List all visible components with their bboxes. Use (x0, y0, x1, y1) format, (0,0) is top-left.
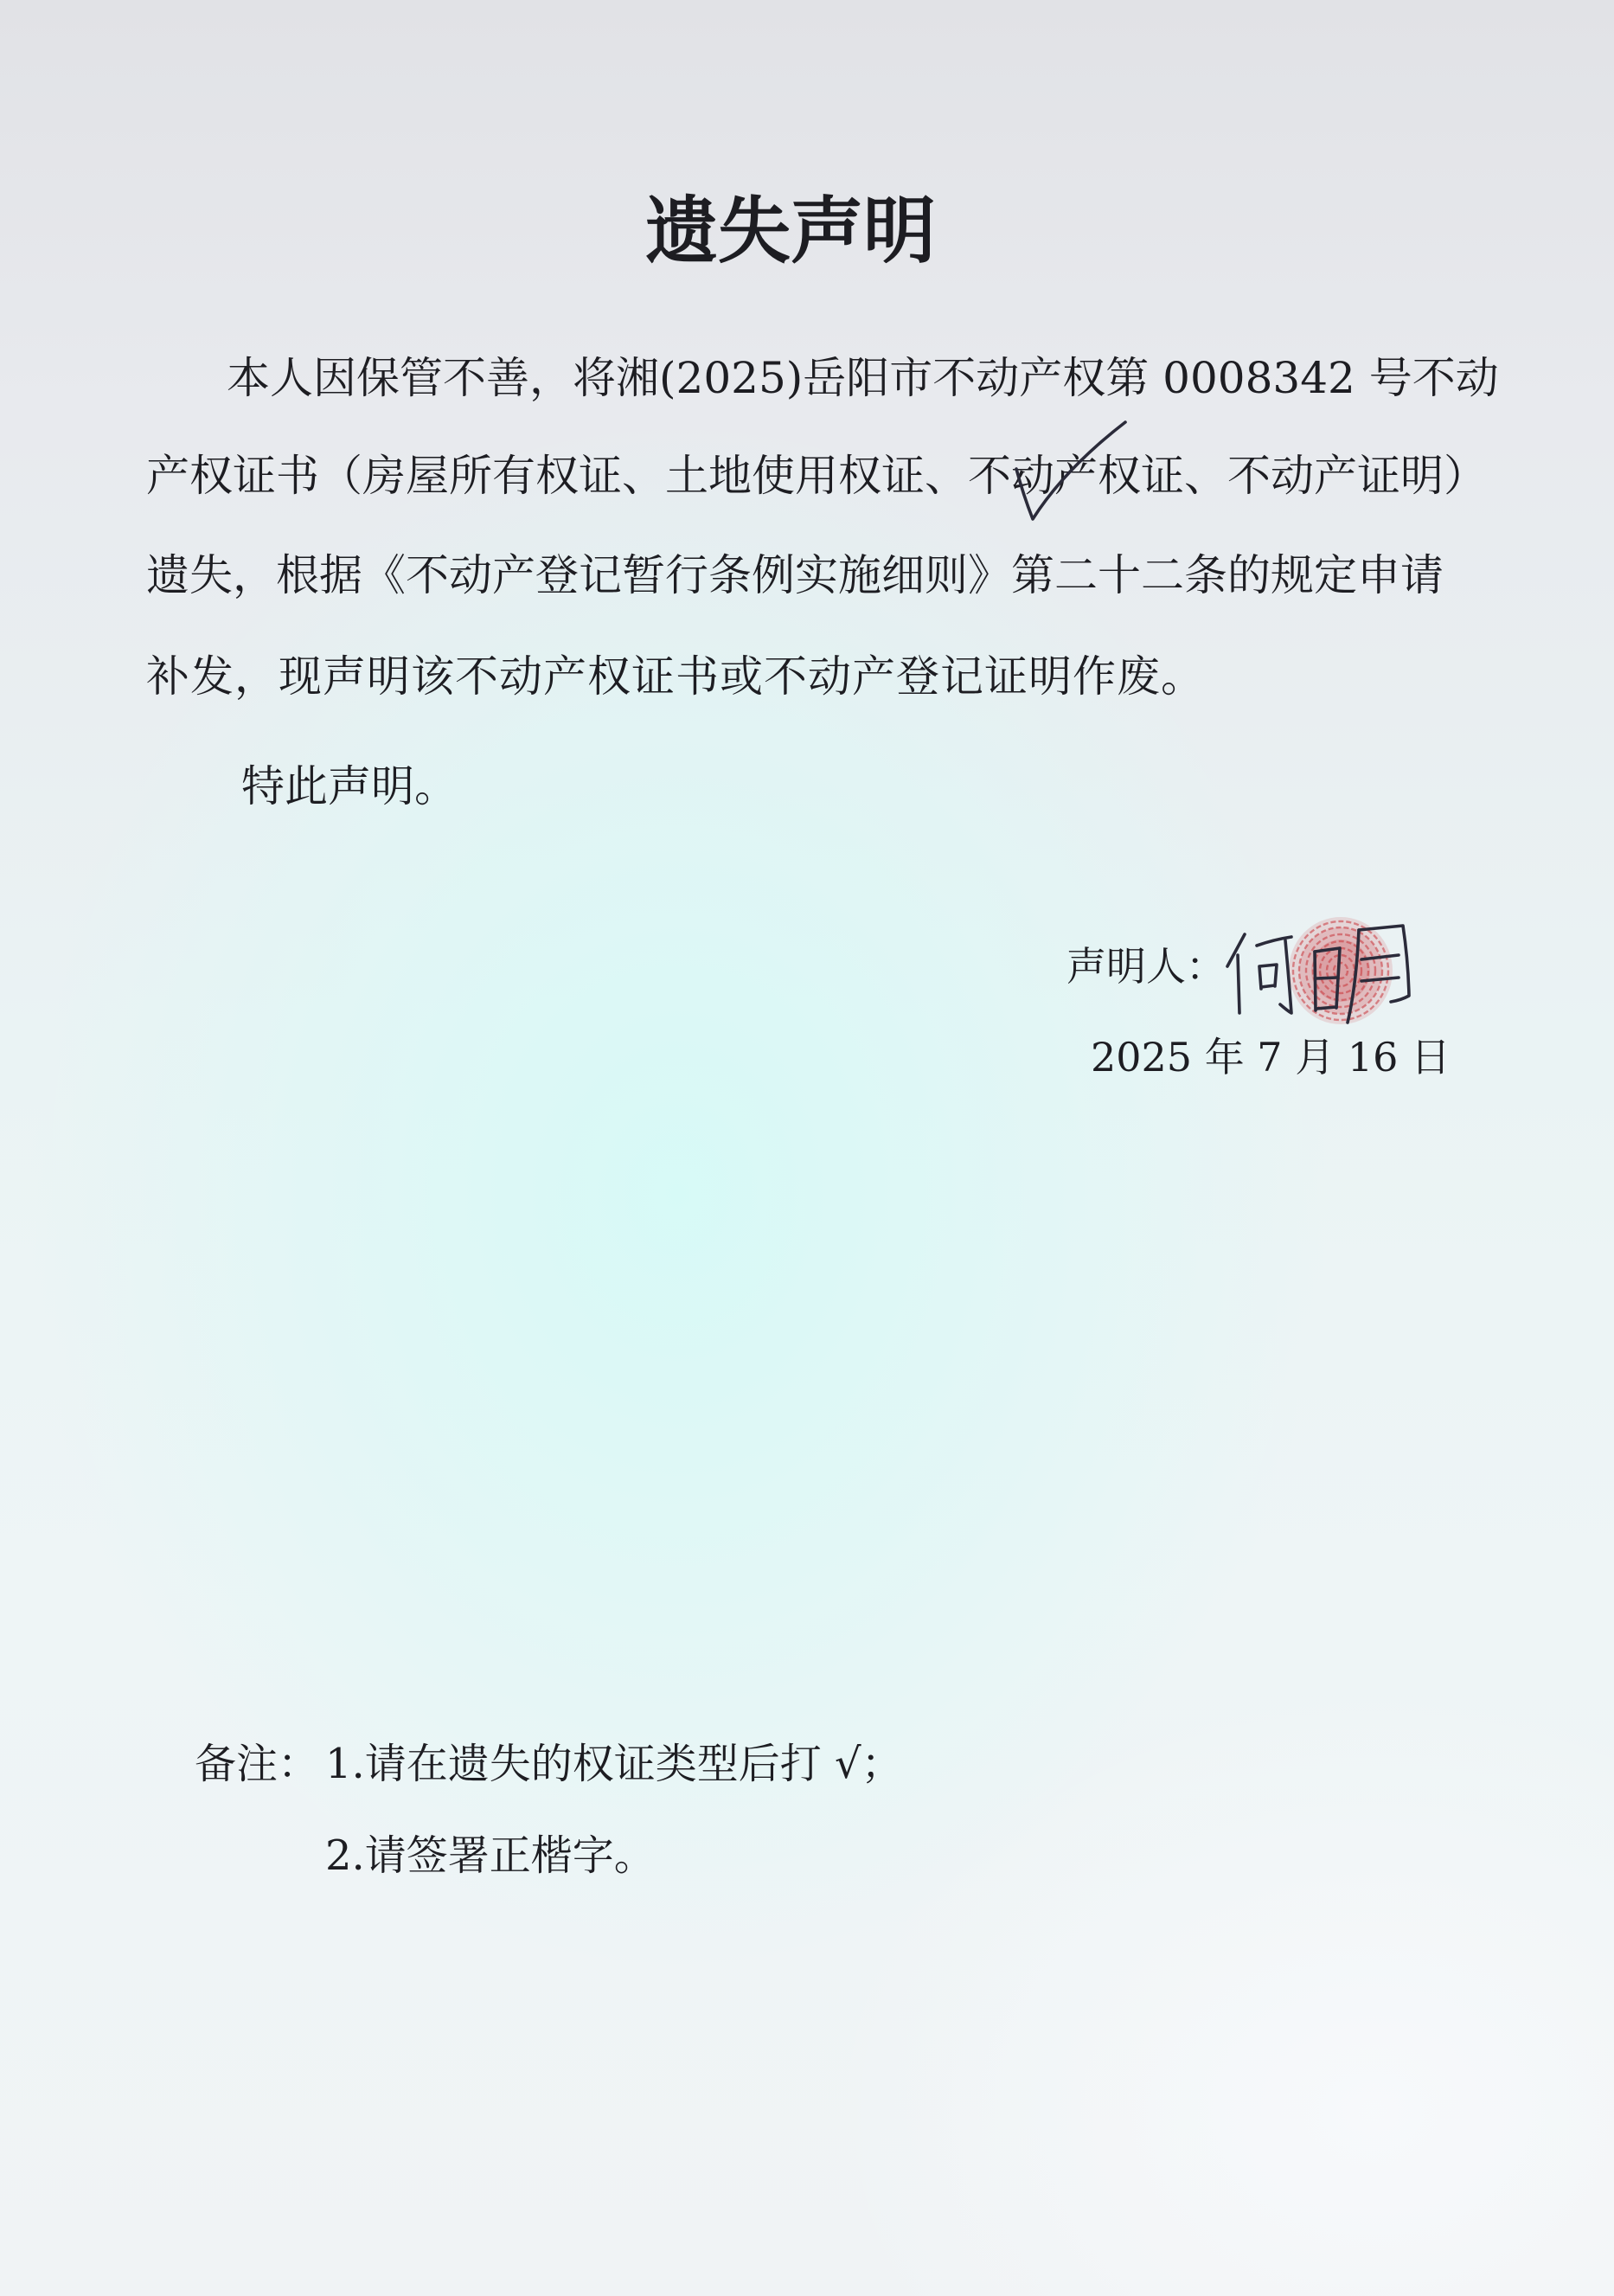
certificate-type-option (1227, 450, 1444, 502)
declaration-date: 2025 年 7 月 16 日 (1091, 1034, 1451, 1081)
certificate-type-label: 土地使用权证 (665, 451, 925, 501)
body-line-2 (146, 450, 1487, 502)
certificate-type-label: 不动产权证 (968, 451, 1184, 501)
body-line-1: 本人因保管不善，将湘(2025)岳阳市不动产权第 0008342 号不动 (227, 353, 1499, 403)
certificate-type-option (968, 450, 1184, 502)
notes-label: 备注： (195, 1740, 320, 1788)
separator: 、 (925, 451, 968, 501)
declarant-label: 声明人： (1066, 943, 1226, 990)
closing-statement: 特此声明。 (241, 761, 458, 811)
signature-char-he (1227, 934, 1291, 1013)
body-line-3: 遗失，根据《不动产登记暂行条例实施细则》第二十二条的规定申请 (146, 550, 1444, 600)
certificate-type-label: 不动产证明 (1227, 451, 1444, 501)
certificate-type-option (362, 450, 622, 502)
fingerprint (1289, 917, 1393, 1024)
body-line-4: 补发，现声明该不动产权证书或不动产登记证明作废。 (146, 651, 1205, 702)
checkmark (1011, 419, 1129, 526)
line2-prefix: 产权证书（ (146, 451, 362, 501)
separator: 、 (622, 451, 665, 501)
certificate-type-label: 房屋所有权证 (362, 451, 622, 501)
line2-suffix: ） (1444, 451, 1487, 501)
certificate-type-option (665, 450, 925, 502)
separator: 、 (1184, 451, 1227, 501)
document-title: 遗失声明 (645, 189, 937, 273)
note-item: 2.请签署正楷字。 (325, 1831, 656, 1880)
note-item: 1.请在遗失的权证类型后打 √； (325, 1740, 903, 1788)
signature (1211, 900, 1436, 1047)
